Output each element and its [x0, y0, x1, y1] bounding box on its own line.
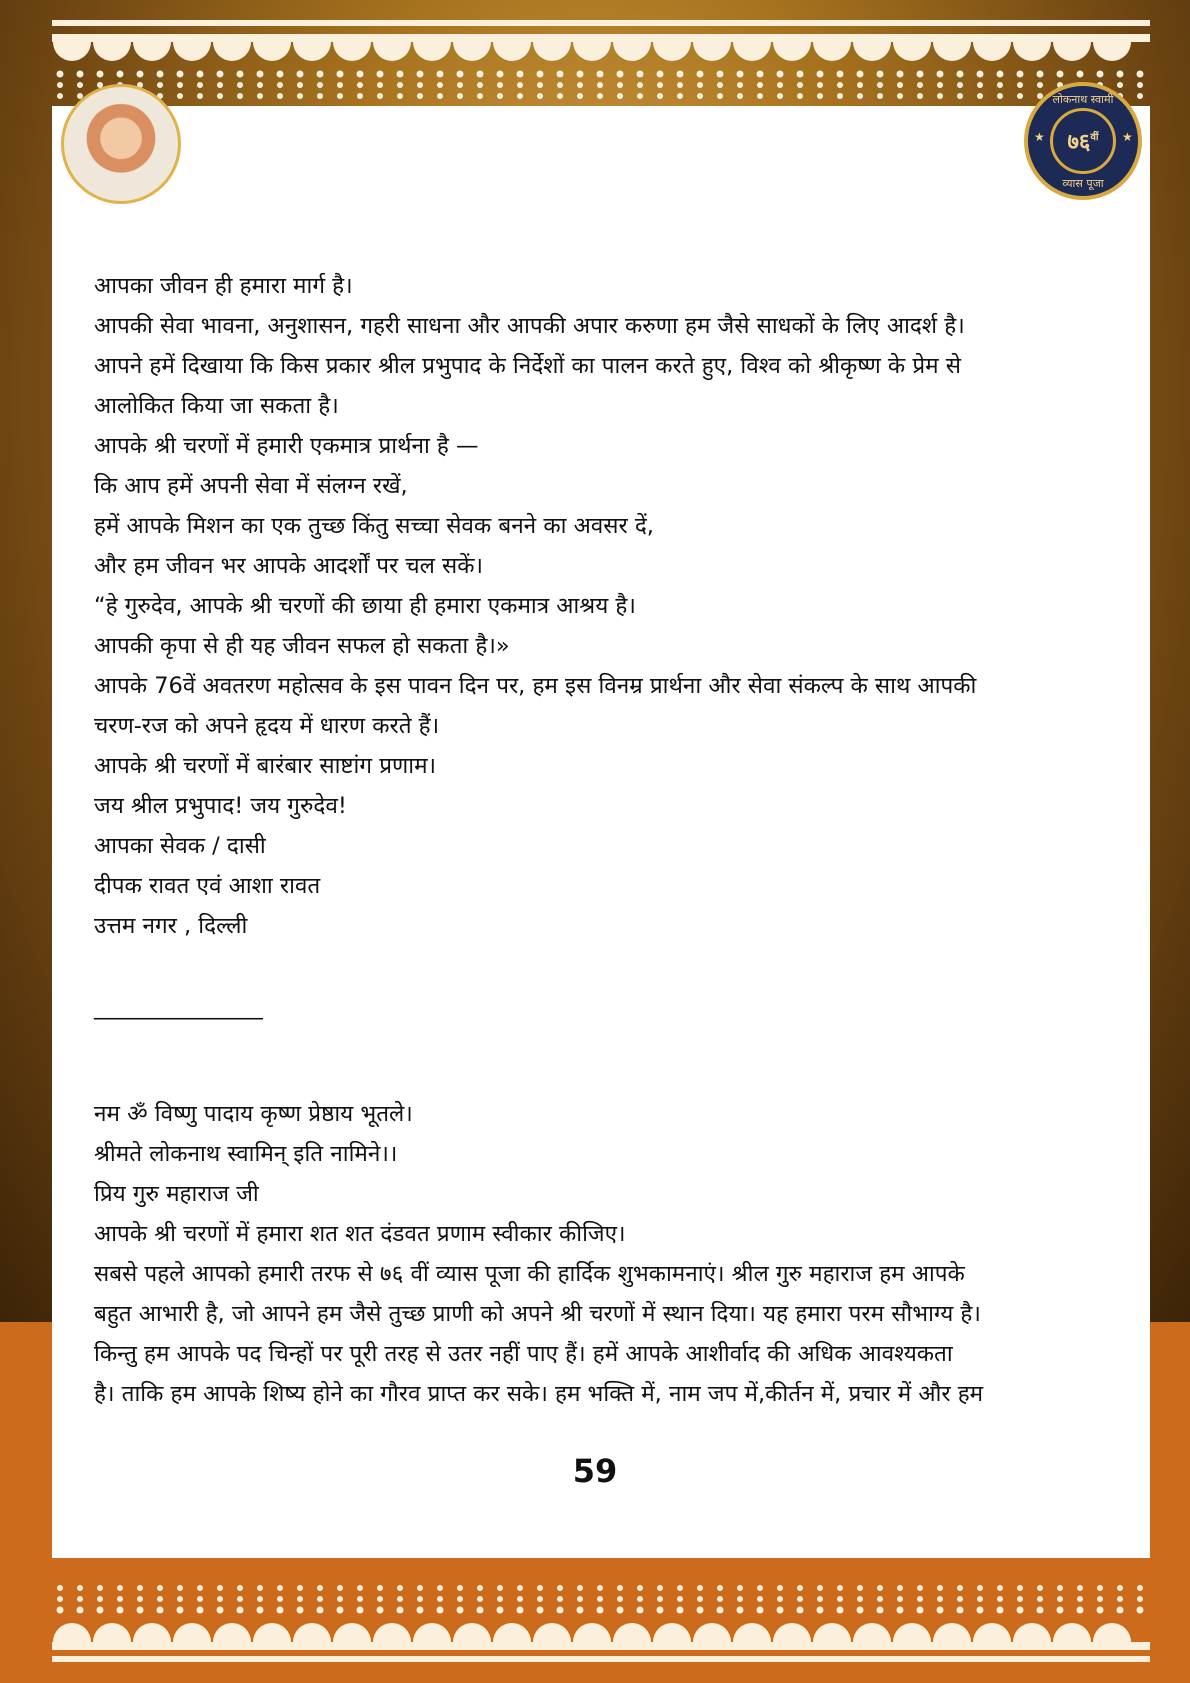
guru-portrait-image	[61, 84, 181, 204]
text-line: है। ताकि हम आपके शिष्य होने का गौरव प्राप्त कर सके। हम भक्ति में, नाम जप में,कीर्तन में, प्रचार में और हम	[94, 1381, 984, 1407]
text-line: जय श्रील प्रभुपाद! जय गुरुदेव!	[94, 793, 347, 819]
seal-number: ७६	[1067, 130, 1091, 155]
text-line: उत्तम नगर , दिल्ली	[94, 913, 248, 939]
text-line: आपकी सेवा भावना, अनुशासन, गहरी साधना और आपकी अपार करुणा हम जैसे साधकों के लिए आदर्श है।	[94, 313, 965, 339]
text-line: आपका सेवक / दासी	[94, 833, 266, 859]
text-line: किन्तु हम आपके पद चिन्हों पर पूरी तरह से उतर नहीं पाए हैं। हमें आपके आशीर्वाद की अधिक आवश्यकता	[94, 1341, 953, 1367]
text-line: सबसे पहले आपको हमारी तरफ से ७६ वीं व्यास पूजा की हार्दिक शुभकामनाएं। श्रील गुरु महाराज हम आपके	[94, 1261, 965, 1287]
page-number: 59	[572, 1452, 618, 1490]
text-line: कि आप हमें अपनी सेवा में संलग्न रखें,	[94, 473, 408, 499]
star-icon: ★	[1034, 130, 1045, 144]
letter-section-1	[94, 266, 1104, 946]
letter-section-2	[94, 1094, 1104, 1414]
seal-center	[1050, 108, 1116, 174]
text-line: बहुत आभारी है, जो आपने हम जैसे तुच्छ प्राणी को अपने श्री चरणों में स्थान दिया। यह हमारा परम सौभाग्य है।	[94, 1301, 981, 1327]
text-line: दीपक रावत एवं आशा रावत	[94, 873, 321, 899]
bottom-scallop-border	[52, 1580, 1150, 1650]
vyasa-puja-seal-logo	[1024, 82, 1142, 200]
text-line: आलोकित किया जा सकता है।	[94, 393, 339, 419]
text-line: प्रिय गुरु महाराज जी	[94, 1181, 259, 1207]
bottom-border-line	[52, 1656, 1150, 1662]
text-line: श्रीमते लोकनाथ स्वामिन् इति नामिने।।	[94, 1141, 398, 1167]
text-line: और हम जीवन भर आपके आदर्शों पर चल सकें।	[94, 553, 484, 579]
text-line: आपने हमें दिखाया कि किस प्रकार श्रील प्रभुपाद के निर्देशों का पालन करते हुए, विश्व को श्रीकृष्ण के प्रेम से	[94, 353, 961, 379]
section-separator: _______________	[94, 994, 263, 1020]
text-line: नम ॐ विष्णु पादाय कृष्ण प्रेष्ठाय भूतले।	[94, 1101, 413, 1127]
text-line: “हे गुरुदेव, आपके श्री चरणों की छाया ही हमारा एकमात्र आश्रय है।	[94, 593, 636, 619]
text-line: आपके श्री चरणों में हमारी एकमात्र प्रार्थना है —	[94, 433, 479, 459]
text-line: हमें आपके मिशन का एक तुच्छ किंतु सच्चा सेवक बनने का अवसर दें,	[94, 513, 654, 539]
top-scallop-border	[52, 34, 1150, 104]
text-line: आपके श्री चरणों में बारंबार साष्टांग प्रणाम।	[94, 753, 437, 779]
text-line: आपका जीवन ही हमारा मार्ग है।	[94, 273, 353, 299]
text-line: आपके 76वें अवतरण महोत्सव के इस पावन दिन पर, हम इस विनम्र प्रार्थना और सेवा संकल्प के साथ आपकी	[94, 673, 977, 699]
text-line: आपके श्री चरणों में हमारा शत शत दंडवत प्रणाम स्वीकार कीजिए।	[94, 1221, 626, 1247]
seal-suffix: वीं	[1090, 132, 1099, 143]
top-border-line	[52, 20, 1150, 26]
star-icon: ★	[1122, 130, 1133, 144]
letter-body	[94, 266, 1104, 1414]
text-line: चरण-रज को अपने हृदय में धारण करते हैं।	[94, 713, 440, 739]
seal-top-text: लोकनाथ स्वामी	[1052, 93, 1114, 106]
seal-bottom-text: व्यास पूजा	[1062, 177, 1104, 190]
text-line: आपकी कृपा से ही यह जीवन सफल हो सकता है।»	[94, 633, 510, 659]
